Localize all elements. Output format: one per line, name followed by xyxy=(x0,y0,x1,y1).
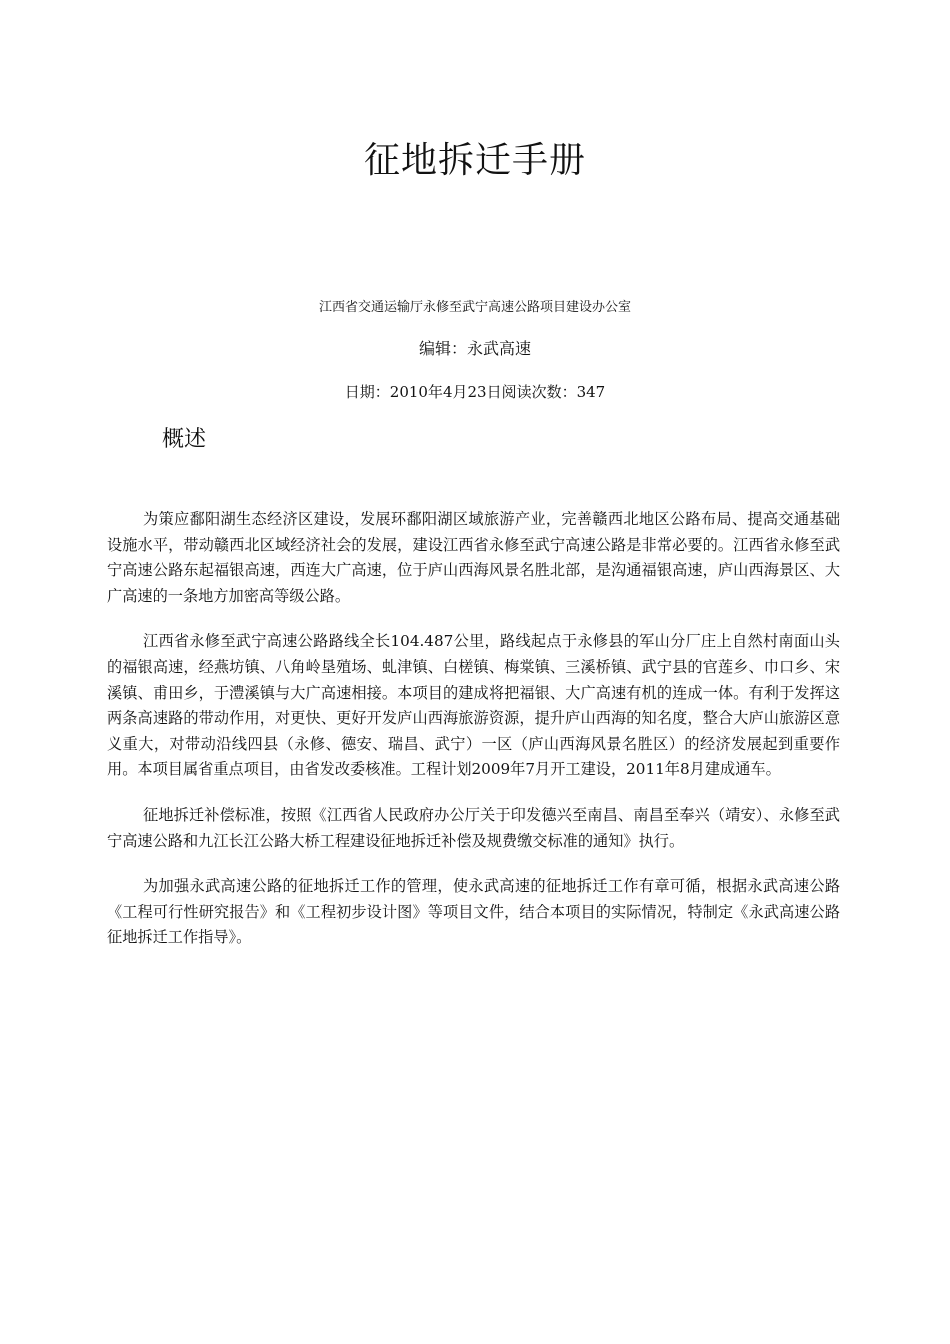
section-heading: 概述 xyxy=(162,427,207,452)
paragraph: 为策应鄱阳湖生态经济区建设，发展环鄱阳湖区域旅游产业，完善赣西北地区公路布局、提高交通基础设施水平，带动赣西北区域经济社会的发展，建设江西省永修至武宁高速公路是非常必要的。江西省永修至武宁高速公路东起福银高速，西连大广高速，位于庐山西海风景名胜北部，是沟通福银高速，庐山西海景区、大广高速的一条地方加密高等级公路。 xyxy=(107,510,840,605)
paragraph: 江西省永修至武宁高速公路路线全长104.487公里，路线起点于永修县的军山分厂庄上自然村南面山头的福银高速，经燕坊镇、八角岭垦殖场、虬津镇、白槎镇、梅棠镇、三溪桥镇、武宁县的官莲乡、巾口乡、宋溪镇、甫田乡，于澧溪镇与大广高速相接。本项目的建成将把福银、大广高速有机的连成一体。有利于发挥这两条高速路的带动作用，对更快、更好开发庐山西海旅游资源，提升庐山西海的知名度，整合大庐山旅游区意义重大，对带动沿线四县（永修、德安、瑞昌、武宁）一区（庐山西海风景名胜区）的经济发展起到重要作用。本项目属省重点项目，由省发改委核准。工程计划2009年7月开工建设，2011年8月建成通车。 xyxy=(107,632,840,779)
editor-line: 编辑：永武高速 xyxy=(418,339,531,358)
paragraph: 为加强永武高速公路的征地拆迁工作的管理，使永武高速的征地拆迁工作有章可循，根据永武高速公路《工程可行性研究报告》和《工程初步设计图》等项目文件，结合本项目的实际情况，特制定《永武高速公路征地拆迁工作指导》。 xyxy=(107,877,840,947)
date-line: 日期：2010年4月23日阅读次数：347 xyxy=(344,383,606,401)
paragraph: 征地拆迁补偿标准，按照《江西省人民政府办公厅关于印发德兴至南昌、南昌至奉兴（靖安）、永修至武宁高速公路和九江长江公路大桥工程建设征地拆迁补偿及规费缴交标准的通知》执行。 xyxy=(107,805,840,850)
document-body xyxy=(107,507,840,971)
document-title: 征地拆迁手册 xyxy=(363,140,586,181)
organization-line: 江西省交通运输厅永修至武宁高速公路项目建设办公室 xyxy=(318,300,631,315)
